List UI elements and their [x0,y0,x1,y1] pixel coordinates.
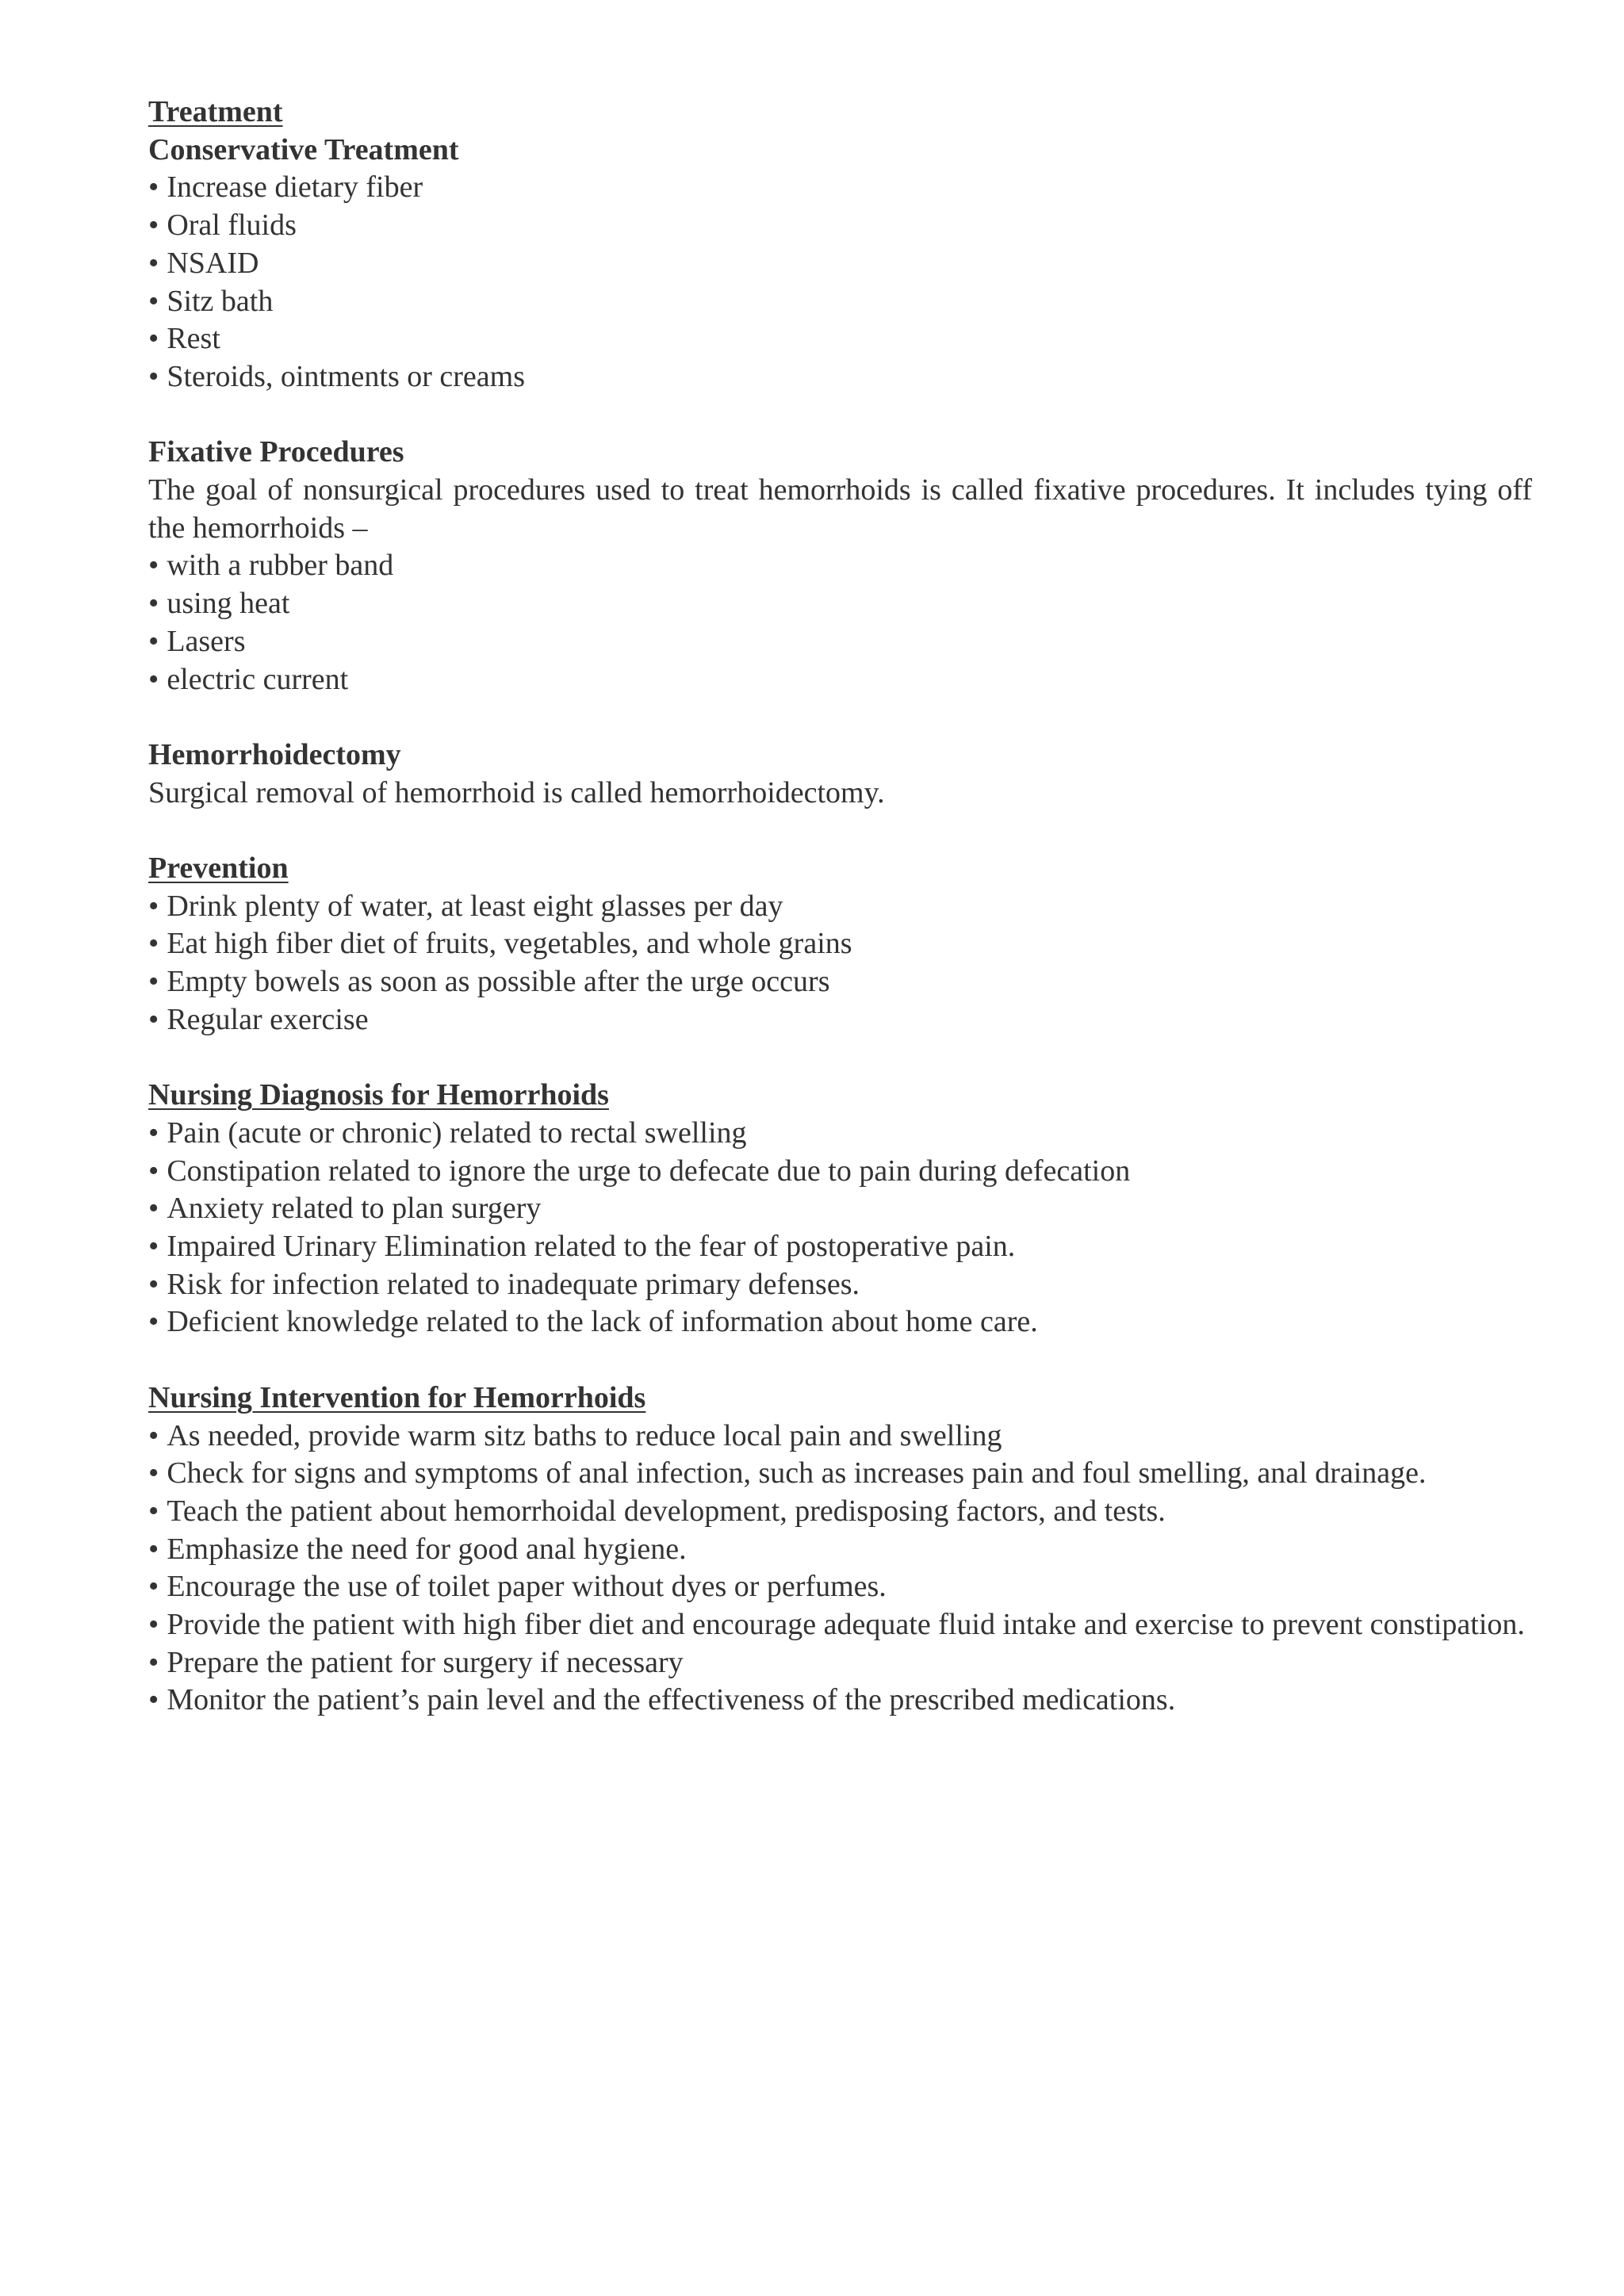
spacer [148,812,1532,850]
spacer [148,1341,1532,1380]
list-item-text: Deficient knowledge related to the lack of information about home care. [167,1305,1038,1339]
bullet-icon: • [148,624,159,658]
list-item-text: Teach the patient about hemorrhoidal development, predisposing factors, and tests. [167,1494,1166,1528]
subheading-conservative-treatment: Conservative Treatment [148,132,459,166]
section-title-nursing-diagnosis: Nursing Diagnosis for Hemorrhoids [148,1078,609,1112]
list-item [148,963,1532,1001]
fixative-procedures-paragraph: The goal of nonsurgical procedures used to treat hemorrhoids is called fixative procedures. It includes tying off the hemorrhoids – [148,473,1532,545]
bullet-icon: • [148,1683,159,1717]
bullet-icon: • [148,1532,159,1566]
list-item-text: with a rubber band [167,549,394,583]
list-item-text: Constipation related to ignore the urge to defecate due to pain during defecation [167,1154,1131,1188]
bullet-icon: • [148,1230,159,1264]
list-item [148,169,1532,207]
nursing-diagnosis-list [148,1115,1532,1341]
section-title-treatment: Treatment [148,95,283,128]
list-item [148,1568,1532,1606]
nursing-intervention-list [148,1418,1532,1720]
list-item [148,320,1532,358]
list-item-text: Pain (acute or chronic) related to rectal swelling [167,1115,747,1150]
list-item [148,1606,1532,1644]
bullet-icon: • [148,1192,159,1226]
list-item [148,1531,1532,1569]
spacer [148,698,1532,737]
list-item [148,1303,1532,1341]
bullet-icon: • [148,1645,159,1679]
bullet-icon: • [148,170,159,205]
list-item-text: Eat high fiber diet of fruits, vegetables, and whole grains [167,927,852,961]
list-item-text: Steroids, ointments or creams [167,359,526,393]
prevention-list [148,888,1532,1039]
fixative-procedures-list [148,547,1532,698]
list-item [148,1493,1532,1531]
list-item [148,358,1532,396]
list-item [148,207,1532,245]
bullet-icon: • [148,1305,159,1339]
list-item-text: Impaired Urinary Elimination related to the fear of postoperative pain. [167,1230,1016,1264]
spacer [148,396,1532,434]
list-item-text: Anxiety related to plan surgery [167,1192,542,1226]
bullet-icon: • [148,549,159,583]
list-item-text: electric current [167,662,349,696]
list-item [148,245,1532,283]
list-item [148,1228,1532,1266]
bullet-icon: • [148,587,159,621]
section-title-prevention: Prevention [148,851,289,886]
list-item-text: Lasers [167,624,246,658]
subheading-fixative-procedures: Fixative Procedures [148,435,404,469]
list-item [148,888,1532,926]
list-item-text: Sitz bath [167,284,274,318]
document-page [148,94,1532,1720]
bullet-icon: • [148,965,159,999]
bullet-icon: • [148,1002,159,1036]
list-item-text: Monitor the patient’s pain level and the effectiveness of the prescribed medications. [167,1683,1176,1717]
list-item [148,925,1532,963]
bullet-icon: • [148,246,159,280]
conservative-treatment-list [148,169,1532,396]
bullet-icon: • [148,1570,159,1604]
bullet-icon: • [148,359,159,393]
spacer [148,1039,1532,1077]
list-item-text: Increase dietary fiber [167,170,423,205]
bullet-icon: • [148,1494,159,1528]
list-item [148,1266,1532,1304]
list-item [148,585,1532,623]
bullet-icon: • [148,889,159,923]
list-item-text: Check for signs and symptoms of anal infection, such as increases pain and foul smelling, anal drainage. [167,1456,1427,1490]
list-item-text: Regular exercise [167,1002,369,1036]
list-item-text: Provide the patient with high fiber diet and encourage adequate fluid intake and exercise to prevent constipation. [167,1608,1525,1642]
hemorrhoidectomy-paragraph: Surgical removal of hemorrhoid is called hemorrhoidectomy. [148,775,885,809]
list-item [148,1682,1532,1720]
bullet-icon: • [148,322,159,356]
list-item [148,1644,1532,1682]
list-item [148,1153,1532,1191]
bullet-icon: • [148,662,159,696]
list-item-text: using heat [167,587,290,621]
bullet-icon: • [148,927,159,961]
list-item [148,1455,1532,1493]
section-title-nursing-intervention: Nursing Intervention for Hemorrhoids [148,1380,646,1414]
bullet-icon: • [148,1115,159,1150]
bullet-icon: • [148,209,159,243]
list-item-text: Prepare the patient for surgery if necessary [167,1645,684,1679]
list-item-text: Empty bowels as soon as possible after the urge occurs [167,965,830,999]
list-item-text: Drink plenty of water, at least eight glasses per day [167,889,783,923]
bullet-icon: • [148,1418,159,1452]
list-item-text: Emphasize the need for good anal hygiene. [167,1532,687,1566]
bullet-icon: • [148,1456,159,1490]
list-item-text: Encourage the use of toilet paper without dyes or perfumes. [167,1570,887,1604]
list-item [148,547,1532,585]
list-item-text: Risk for infection related to inadequate primary defenses. [167,1267,860,1301]
list-item [148,623,1532,661]
list-item [148,1418,1532,1456]
list-item-text: NSAID [167,246,259,280]
list-item [148,1190,1532,1228]
bullet-icon: • [148,1267,159,1301]
list-item [148,283,1532,321]
bullet-icon: • [148,1608,159,1642]
list-item-text: Oral fluids [167,209,297,243]
list-item-text: Rest [167,322,220,356]
list-item [148,661,1532,699]
list-item [148,1001,1532,1039]
bullet-icon: • [148,1154,159,1188]
list-item [148,1115,1532,1153]
list-item-text: As needed, provide warm sitz baths to reduce local pain and swelling [167,1418,1002,1452]
bullet-icon: • [148,284,159,318]
subheading-hemorrhoidectomy: Hemorrhoidectomy [148,737,401,771]
